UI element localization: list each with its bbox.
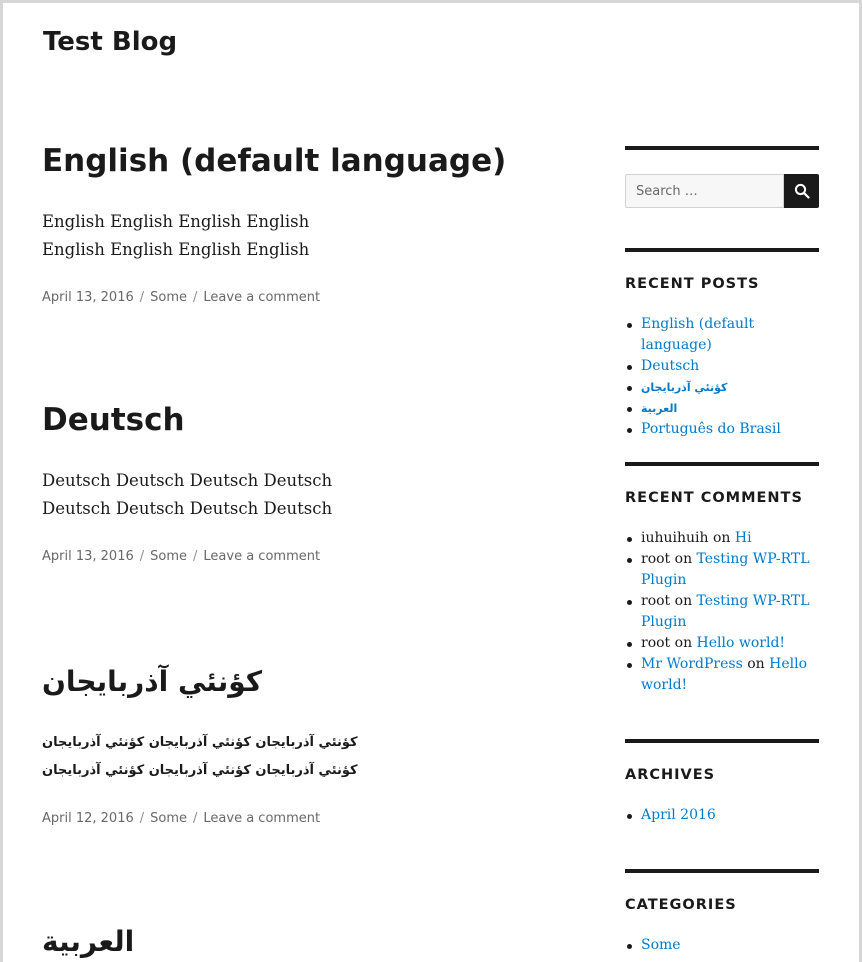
meta-separator: / xyxy=(139,290,145,306)
leave-comment-link[interactable]: Leave a comment xyxy=(203,290,321,306)
post xyxy=(42,143,582,305)
comment-post-link[interactable]: Testing WP-RTL Plugin xyxy=(641,593,810,630)
post-date-link[interactable]: April 13, 2016 xyxy=(42,290,134,306)
post-meta xyxy=(42,549,582,564)
post-content xyxy=(42,467,342,523)
meta-separator: / xyxy=(139,549,145,565)
comment-on: on xyxy=(674,551,693,567)
archives-list xyxy=(625,805,819,826)
search-icon xyxy=(794,183,810,199)
comment-author: iuhuihuih xyxy=(641,530,709,546)
list-item xyxy=(641,935,819,956)
post-meta xyxy=(42,290,582,305)
widget-title: ARCHIVES xyxy=(625,767,716,783)
list-item xyxy=(641,398,819,419)
category-link[interactable]: Some xyxy=(641,937,681,953)
post xyxy=(42,665,582,826)
post-content-line: English English English English xyxy=(42,240,310,260)
comment-author: root xyxy=(641,635,671,651)
post-title[interactable]: English (default language) xyxy=(42,143,507,179)
meta-separator: / xyxy=(139,810,145,826)
recent-post-link[interactable]: English (default language) xyxy=(641,316,755,353)
list-item xyxy=(641,591,819,633)
comment-on: on xyxy=(747,656,765,672)
meta-separator: / xyxy=(193,810,198,826)
search-form xyxy=(625,174,819,208)
list-item xyxy=(641,654,819,696)
categories-widget xyxy=(625,869,819,956)
recent-comments-widget xyxy=(625,462,819,696)
post-title[interactable]: Deutsch xyxy=(42,402,185,438)
recent-comments-list xyxy=(625,528,819,696)
recent-posts-widget xyxy=(625,248,819,440)
list-item xyxy=(641,377,819,398)
post-title[interactable]: کؤنئي آذربايجان xyxy=(42,665,263,698)
post-author-link[interactable]: Some xyxy=(150,290,188,306)
recent-post-link[interactable]: العربية xyxy=(641,402,678,415)
list-item xyxy=(641,805,819,826)
categories-list xyxy=(625,935,819,956)
post-meta xyxy=(42,811,582,826)
comment-author: root xyxy=(641,593,671,609)
post-author-link[interactable]: Some xyxy=(150,549,188,565)
archive-link[interactable]: April 2016 xyxy=(641,807,716,823)
post-content-line: English English English English xyxy=(42,212,310,232)
post-content-line: کؤنئي آذربايجان کؤنئي آذربايجان کؤنئي آذربايجان xyxy=(42,762,358,778)
comment-on: on xyxy=(674,635,693,651)
post-date-link[interactable]: April 12, 2016 xyxy=(42,810,134,826)
list-item xyxy=(641,549,819,591)
post-content-line: Deutsch Deutsch Deutsch Deutsch xyxy=(42,471,333,491)
comment-post-link[interactable]: Hi xyxy=(734,530,752,546)
comment-post-link[interactable]: Hello world! xyxy=(641,656,808,693)
post-content xyxy=(42,208,342,264)
post-title[interactable]: العربية xyxy=(42,925,135,958)
post-content-line: کؤنئي آذربايجان کؤنئي آذربايجان کؤنئي آذربايجان xyxy=(42,734,358,750)
comment-post-link[interactable]: Hello world! xyxy=(696,635,786,651)
comment-author: root xyxy=(641,551,671,567)
meta-separator: / xyxy=(193,549,198,565)
list-item xyxy=(641,528,819,549)
recent-post-link[interactable]: Português do Brasil xyxy=(641,421,781,437)
recent-post-link[interactable]: Deutsch xyxy=(641,358,700,374)
recent-posts-list xyxy=(625,314,819,440)
widget-title: RECENT COMMENTS xyxy=(625,490,803,506)
widget-title: CATEGORIES xyxy=(625,897,737,913)
recent-post-link[interactable]: کؤنئي آذربايجان xyxy=(641,381,728,394)
leave-comment-link[interactable]: Leave a comment xyxy=(203,549,321,565)
post xyxy=(42,925,582,959)
site-title[interactable]: Test Blog xyxy=(43,27,178,57)
comment-author-link[interactable]: Mr WordPress xyxy=(641,656,743,672)
comment-post-link[interactable]: Testing WP-RTL Plugin xyxy=(641,551,810,588)
archives-widget xyxy=(625,739,819,826)
post-content xyxy=(42,729,362,785)
comment-on: on xyxy=(713,530,731,546)
meta-separator: / xyxy=(193,290,198,306)
list-item xyxy=(641,314,819,356)
post-content-line: Deutsch Deutsch Deutsch Deutsch xyxy=(42,499,333,519)
post-date-link[interactable]: April 13, 2016 xyxy=(42,549,134,565)
post-author-link[interactable]: Some xyxy=(150,810,188,826)
list-item xyxy=(641,356,819,377)
search-widget xyxy=(625,146,819,208)
leave-comment-link[interactable]: Leave a comment xyxy=(203,810,321,826)
list-item xyxy=(641,419,819,440)
list-item xyxy=(641,633,819,654)
search-input[interactable] xyxy=(625,174,784,208)
post xyxy=(42,402,582,564)
widget-title: RECENT POSTS xyxy=(625,276,760,292)
search-button[interactable] xyxy=(784,174,819,208)
comment-on: on xyxy=(674,593,693,609)
